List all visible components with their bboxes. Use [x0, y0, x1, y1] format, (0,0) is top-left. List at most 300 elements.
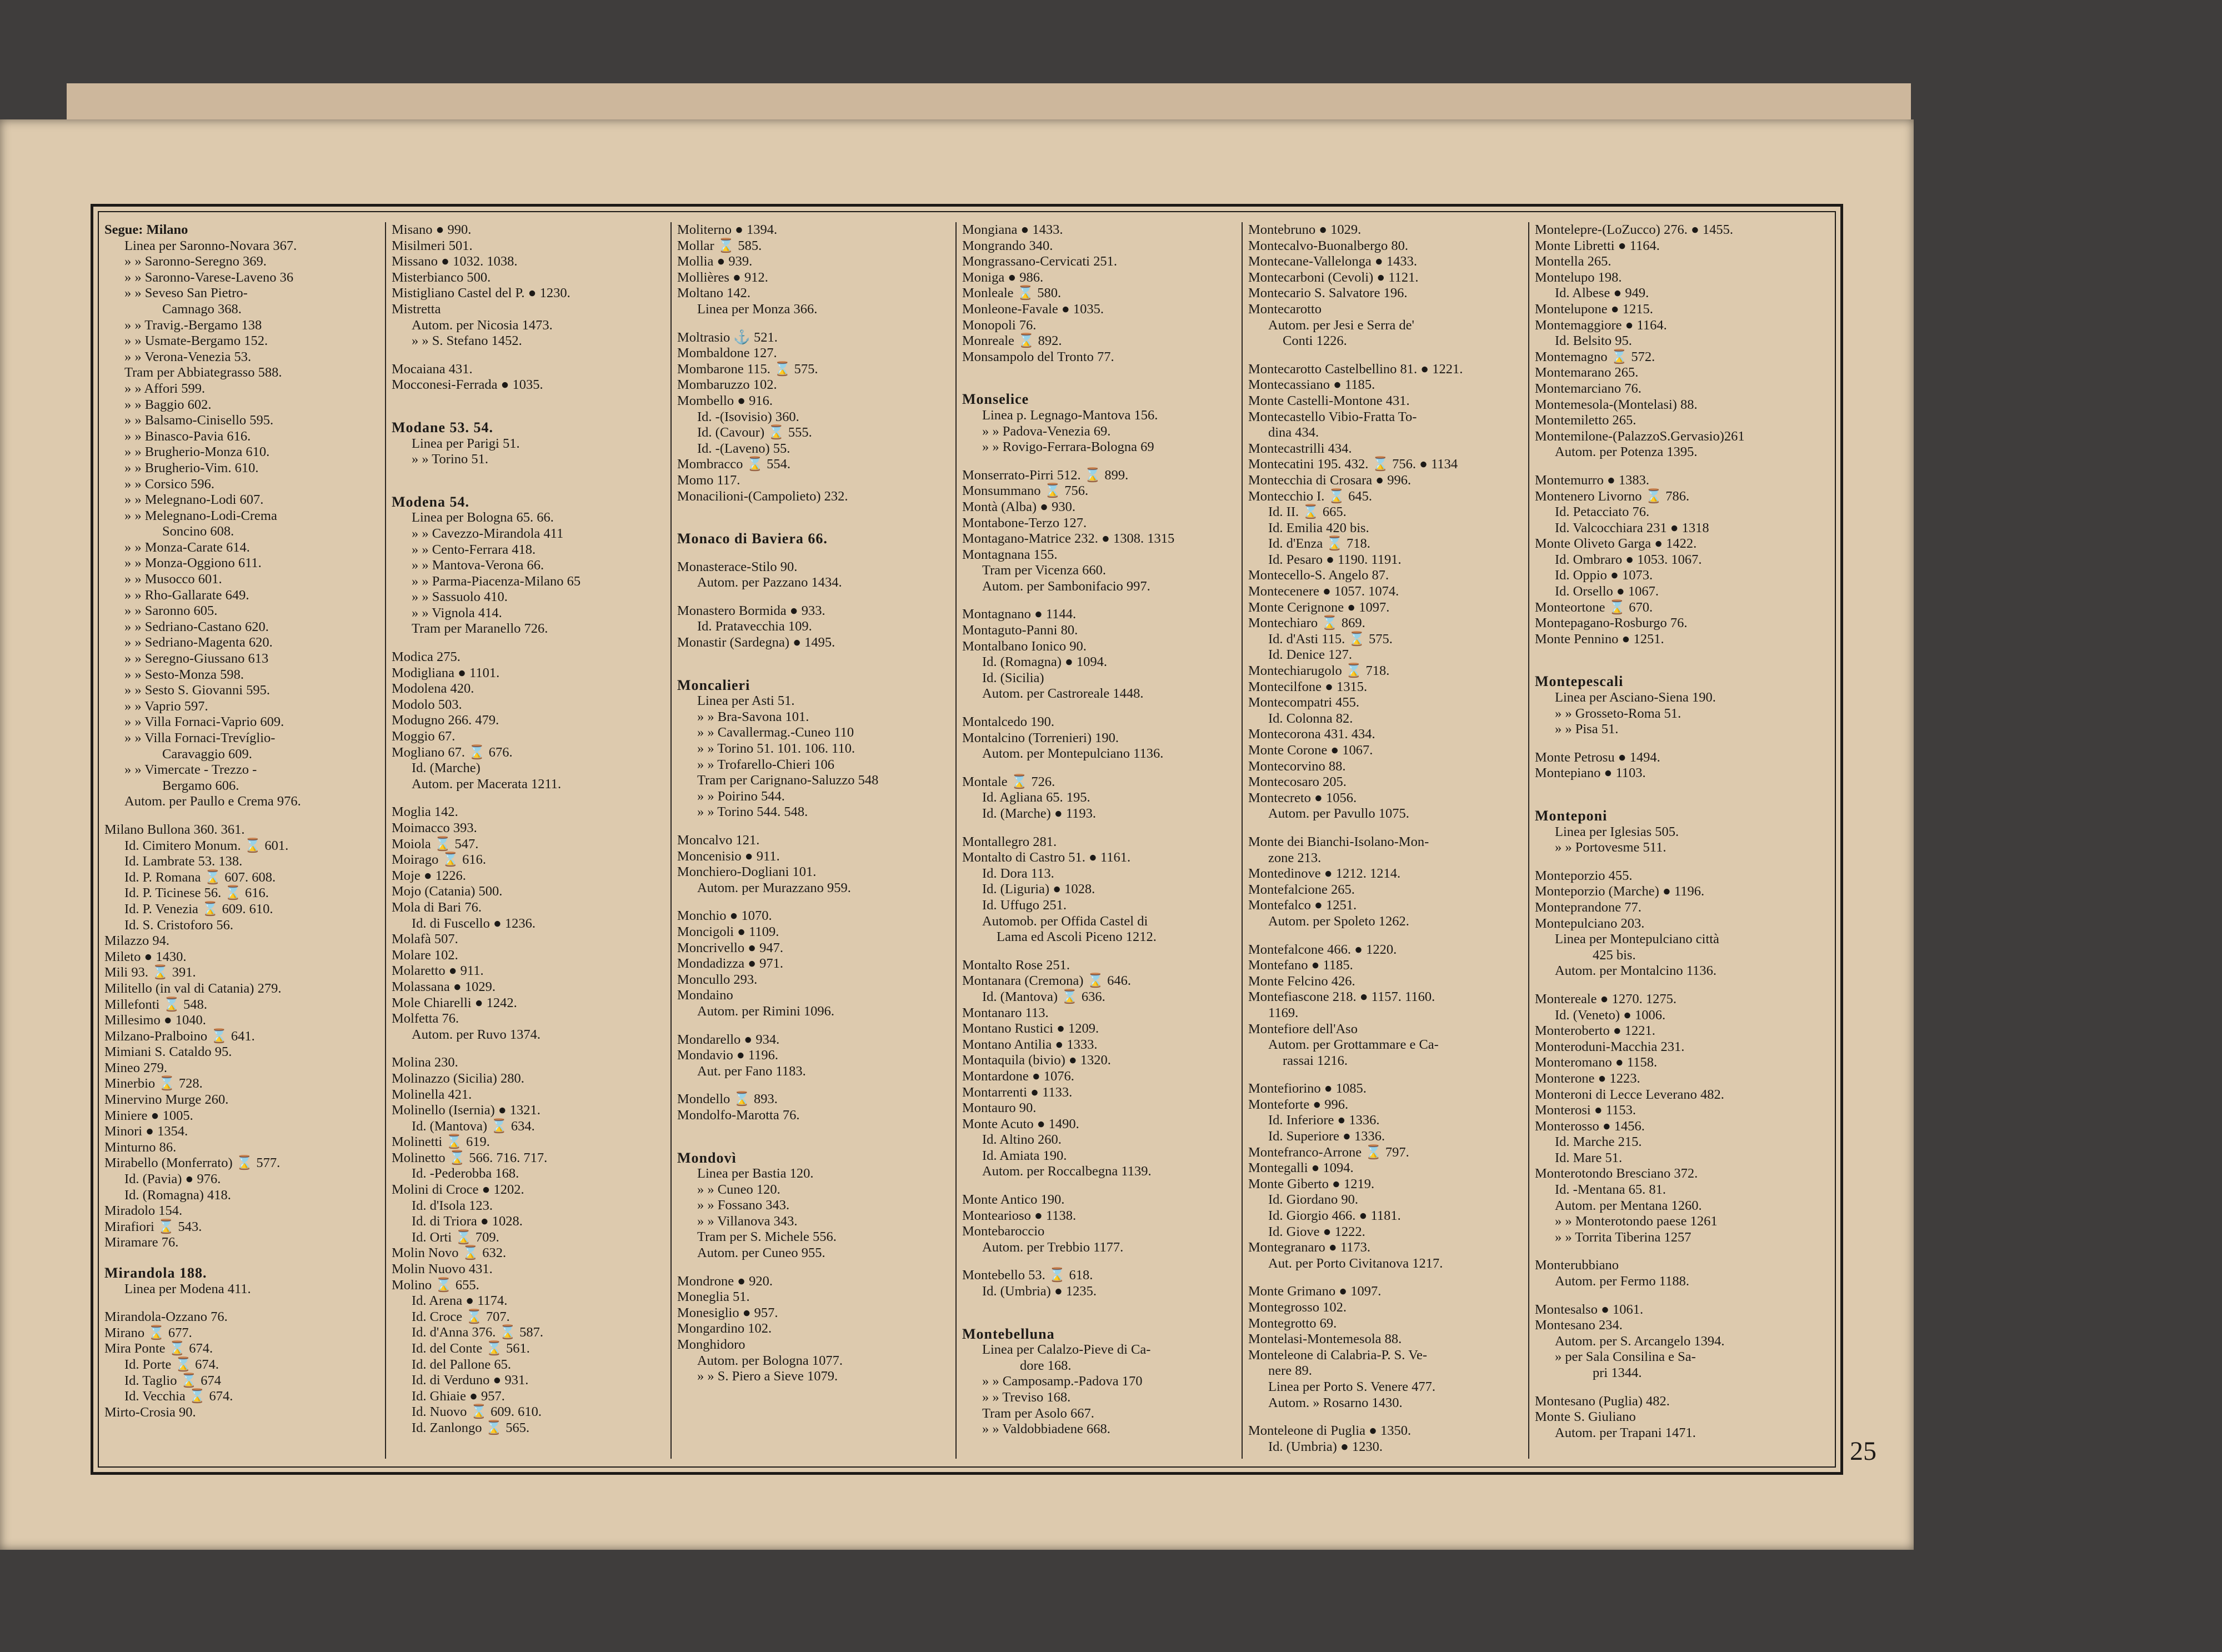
index-entry: Monteroni di Lecce Leverano 482. — [1535, 1087, 1724, 1102]
index-entry: Id. Uffugo 251. — [982, 897, 1067, 913]
index-entry: » » Vaprio 597. — [124, 698, 208, 714]
index-entry: Tram per S. Michele 556. — [697, 1229, 837, 1245]
index-entry: Montenero Livorno ⌛ 786. — [1535, 488, 1690, 504]
index-entry: Millesimo ● 1040. — [104, 1013, 206, 1028]
index-entry: Mongardino 102. — [677, 1321, 772, 1336]
index-entry: Mongrassano-Cervicati 251. — [962, 254, 1117, 269]
index-entry: Montecario S. Salvatore 196. — [1248, 286, 1408, 301]
index-entry: Monteleone di Calabria-P. S. Ve- — [1248, 1347, 1428, 1363]
index-entry: Montepiano ● 1103. — [1535, 765, 1646, 781]
index-entry: Autom. per Potenza 1395. — [1555, 444, 1698, 460]
index-entry: Montecorvino 88. — [1248, 758, 1346, 774]
index-entry: Id. (Veneto) ● 1006. — [1555, 1007, 1666, 1023]
index-entry: Montesano (Puglia) 482. — [1535, 1393, 1670, 1409]
index-entry: Montecarotto Castelbellino 81. ● 1221. — [1248, 361, 1463, 377]
index-entry: Tram per Carignano-Saluzzo 548 — [697, 773, 879, 788]
spacer — [962, 762, 1236, 774]
index-entry: » » Melegnano-Lodi-Crema — [124, 508, 277, 523]
index-entry: Linea per Asti 51. — [697, 693, 795, 709]
index-entry: » » Cavallermag.-Cuneo 110 — [697, 725, 854, 740]
index-entry: Montecorona 431. 434. — [1248, 727, 1375, 742]
index-entry: 425 bis. — [1593, 947, 1636, 963]
section-heading: Montebelluna — [962, 1325, 1055, 1342]
index-entry: Montelasi-Montemesola 88. — [1248, 1331, 1402, 1347]
index-entry: Montemiletto 265. — [1535, 413, 1637, 428]
index-entry: Montelupo 198. — [1535, 269, 1622, 285]
section-heading: Modena 54. — [392, 493, 469, 510]
index-entry: Minturno 86. — [104, 1139, 177, 1155]
index-entry: Modolo 503. — [392, 697, 462, 712]
index-entry: Montelepre-(LoZucco) 276. ● 1455. — [1535, 222, 1734, 237]
index-entry: Id. d'Asti 115. ⌛ 575. — [1268, 631, 1393, 647]
spacer — [677, 1020, 950, 1032]
index-entry: Monte Libretti ● 1164. — [1535, 238, 1660, 253]
index-entry: Montegalli ● 1094. — [1248, 1160, 1354, 1176]
index-entry: Montebaroccio — [962, 1224, 1045, 1239]
spacer — [392, 637, 665, 649]
index-entry: » » S. Piero a Sieve 1079. — [697, 1369, 838, 1384]
spacer — [1535, 794, 1826, 806]
index-entry: Mirano ⌛ 677. — [104, 1325, 192, 1340]
index-entry: Monserrato-Pirri 512. ⌛ 899. — [962, 467, 1129, 483]
spacer — [1535, 1245, 1826, 1258]
index-entry: Modica 275. — [392, 649, 461, 665]
index-entry: Id. P. Venezia ⌛ 609. 610. — [124, 901, 273, 917]
index-entry: Minerbio ⌛ 728. — [104, 1076, 203, 1092]
index-entry: Molin Nuovo 431. — [392, 1261, 493, 1277]
index-entry: Mongiana ● 1433. — [962, 222, 1063, 237]
index-entry: Id. Inferiore ● 1336. — [1268, 1113, 1380, 1128]
index-entry: Id. d'Isola 123. — [412, 1198, 493, 1213]
index-entry: Molinetti ⌛ 619. — [392, 1134, 490, 1150]
index-entry: » » S. Stefano 1452. — [412, 333, 522, 349]
index-column-1 — [99, 222, 385, 1459]
spacer — [1248, 349, 1523, 362]
index-entry: Minervino Murge 260. — [104, 1092, 229, 1108]
index-entry: Molinetto ⌛ 566. 716. 717. — [392, 1150, 548, 1165]
index-column-4 — [955, 222, 1242, 1459]
index-entry: Monte Grimano ● 1097. — [1248, 1284, 1382, 1299]
index-entry: Montano Rustici ● 1209. — [962, 1021, 1099, 1037]
index-entry: Mondadizza ● 971. — [677, 956, 784, 972]
index-column-3 — [670, 222, 955, 1459]
index-entry: Moimacco 393. — [392, 820, 477, 835]
index-entry: Mirabello (Monferrato) ⌛ 577. — [104, 1155, 281, 1171]
index-entry: Mondarello ● 934. — [677, 1032, 780, 1047]
index-entry: Monleone-Favale ● 1035. — [962, 301, 1104, 317]
index-entry: Linea per Bastia 120. — [697, 1166, 814, 1182]
index-entry: Mongrando 340. — [962, 238, 1053, 253]
index-entry: Montefiascone 218. ● 1157. 1160. — [1248, 989, 1435, 1005]
index-entry: Montecosaro 205. — [1248, 774, 1347, 790]
index-entry: Montegrotto 69. — [1248, 1315, 1337, 1331]
spacer — [1535, 782, 1826, 794]
index-entry: Monte Oliveto Garga ● 1422. — [1535, 536, 1697, 552]
index-entry: » » Binasco-Pavia 616. — [124, 428, 251, 444]
index-entry: Autom. per Paullo e Crema 976. — [124, 794, 301, 809]
index-entry: Moniga ● 986. — [962, 269, 1044, 285]
index-entry: Molfetta 76. — [392, 1011, 459, 1027]
index-entry: Id. Dora 113. — [982, 865, 1054, 881]
index-entry: Monteporzio (Marche) ● 1196. — [1535, 884, 1705, 899]
index-entry: Id. Valcocchiara 231 ● 1318 — [1555, 520, 1709, 535]
index-entry: Mirandola-Ozzano 76. — [104, 1309, 228, 1325]
index-entry: Autom. per Bologna 1077. — [697, 1353, 843, 1368]
index-entry: Id. P. Ticinese 56. ⌛ 616. — [124, 885, 269, 901]
index-entry: » » Sedriano-Castano 620. — [124, 619, 269, 634]
index-entry: Mistretta — [392, 301, 441, 317]
spacer — [677, 1124, 950, 1136]
index-entry: Autom. per S. Arcangelo 1394. — [1555, 1333, 1725, 1349]
spacer — [677, 651, 950, 663]
index-entry: » » Verona-Venezia 53. — [124, 349, 252, 364]
index-entry: » » Treviso 168. — [982, 1390, 1071, 1405]
index-entry: Montagnana 155. — [962, 547, 1058, 562]
index-entry: Autom. per Macerata 1211. — [412, 776, 562, 792]
index-entry: » » Sassuolo 410. — [412, 589, 508, 605]
spacer — [962, 365, 1236, 377]
index-entry: Montepagano-Rosburgo 76. — [1535, 615, 1688, 631]
index-entry: Moncullo 293. — [677, 972, 758, 987]
index-entry: » » Torrita Tiberina 1257 — [1555, 1229, 1691, 1245]
spacer — [1535, 738, 1826, 750]
index-entry: Militello (in val di Catania) 279. — [104, 980, 282, 996]
index-entry: Id. Orti ⌛ 709. — [412, 1229, 499, 1245]
index-entry: Id. Taglio ⌛ 674 — [124, 1373, 221, 1388]
spacer — [392, 792, 665, 804]
index-entry: Linea p. Legnago-Mantova 156. — [982, 407, 1158, 423]
index-entry: pri 1344. — [1593, 1365, 1642, 1380]
index-entry: Modolena 420. — [392, 681, 474, 697]
section-heading: Monselice — [962, 391, 1029, 408]
index-entry: Id. del Conte ⌛ 561. — [412, 1341, 530, 1356]
index-entry: Monte Corone ● 1067. — [1248, 743, 1373, 758]
index-entry: Molinella 421. — [392, 1087, 472, 1102]
index-entry: Autom. per Sambonifacio 997. — [982, 578, 1150, 594]
index-entry: » » Balsamo-Cinisello 595. — [124, 413, 274, 428]
index-entry: Autom. per Nicosia 1473. — [412, 317, 553, 333]
index-entry: Montabone-Terzo 127. — [962, 515, 1087, 530]
index-entry: Mombaruzzo 102. — [677, 377, 777, 393]
index-entry: Montefranco-Arrone ⌛ 797. — [1248, 1144, 1409, 1160]
index-entry: Montedinove ● 1212. 1214. — [1248, 866, 1401, 882]
index-entry: Autom. per Ruvo 1374. — [412, 1027, 541, 1042]
index-entry: Id. Superiore ● 1336. — [1268, 1129, 1385, 1144]
index-entry: Miramare 76. — [104, 1235, 179, 1250]
index-entry: Montanara (Cremona) ⌛ 646. — [962, 973, 1132, 989]
index-entry: Molafà 507. — [392, 932, 458, 947]
index-entry: Monte Cerignone ● 1097. — [1248, 599, 1390, 615]
index-entry: » » Trofarello-Chieri 106 — [697, 757, 835, 772]
index-entry: Montallegro 281. — [962, 834, 1057, 849]
index-entry: Miniere ● 1005. — [104, 1108, 193, 1123]
index-entry: Montecarotto — [1248, 301, 1322, 317]
index-entry: Minori ● 1354. — [104, 1124, 188, 1139]
index-entry: Id. Giordano 90. — [1268, 1192, 1358, 1208]
index-entry: Id. Porte ⌛ 674. — [124, 1356, 219, 1372]
index-entry: » » Camposamp.-Padova 170 — [982, 1374, 1143, 1389]
index-entry: Montecilfone ● 1315. — [1248, 679, 1368, 694]
index-entry: Id. Denice 127. — [1268, 647, 1353, 663]
index-entry: Id. del Pallone 65. — [412, 1356, 511, 1372]
index-entry: Monacilioni-(Campolieto) 232. — [677, 488, 848, 504]
index-entry: » » Villa Fornaci-Trevíglio- — [124, 730, 276, 745]
index-entry: Id. Albese ● 949. — [1555, 286, 1649, 301]
index-entry: Id. Nuovo ⌛ 609. 610. — [412, 1404, 542, 1420]
index-entry: Monte Felcino 426. — [1248, 973, 1355, 989]
spacer — [962, 455, 1236, 468]
page-edge — [67, 83, 1911, 124]
index-entry: Id. (Cavour) ⌛ 555. — [697, 425, 812, 440]
index-entry: » » Seveso San Pietro- — [124, 286, 248, 301]
index-entry: Id. Mare 51. — [1555, 1150, 1623, 1165]
spacer — [392, 480, 665, 492]
index-entry: Montalbano Ionico 90. — [962, 638, 1087, 654]
index-entry: » » Baggio 602. — [124, 397, 212, 412]
index-entry: Aut. per Porto Civitanova 1217. — [1268, 1255, 1443, 1271]
index-entry: Mocaiana 431. — [392, 361, 473, 377]
index-entry: Monesiglio ● 957. — [677, 1305, 778, 1320]
index-entry: Moltano 142. — [677, 286, 751, 301]
index-entry: Montefiore dell'Aso — [1248, 1021, 1358, 1037]
index-entry: Monterubbiano — [1535, 1258, 1619, 1273]
index-entry: Monte dei Bianchi-Isolano-Mon- — [1248, 834, 1429, 849]
index-entry: Monastir (Sardegna) ● 1495. — [677, 635, 835, 650]
index-column-5 — [1242, 222, 1528, 1459]
index-entry: Montardone ● 1076. — [962, 1068, 1074, 1084]
index-entry: Id. (Mantova) ⌛ 636. — [982, 989, 1105, 1004]
index-entry: » » Affori 599. — [124, 381, 206, 396]
index-entry: Autom. per Murazzano 959. — [697, 880, 851, 895]
index-entry: nere 89. — [1268, 1363, 1312, 1379]
index-entry: Linea per Bologna 65. 66. — [412, 510, 554, 525]
spacer — [392, 468, 665, 480]
index-entry: Autom. per Rimini 1096. — [697, 1003, 835, 1019]
index-entry: » » Grosseto-Roma 51. — [1555, 705, 1681, 721]
index-entry: Monastero Bormida ● 933. — [677, 603, 825, 618]
spacer — [1535, 659, 1826, 672]
section-heading: Montepescali — [1535, 673, 1624, 690]
index-entry: Mondello ⌛ 893. — [677, 1092, 778, 1107]
index-entry: Id. (Marche) — [412, 760, 481, 776]
index-entry: Monghidoro — [677, 1337, 745, 1353]
index-entry: Montecenere ● 1057. 1074. — [1248, 584, 1399, 599]
index-entry: Montesano 234. — [1535, 1318, 1623, 1333]
index-entry: Lama ed Ascoli Piceno 1212. — [997, 929, 1157, 945]
index-entry: Montechiarugolo ⌛ 718. — [1248, 663, 1390, 679]
index-entry: Id. Colonna 82. — [1268, 710, 1353, 726]
index-entry: » » Usmate-Bergamo 152. — [124, 333, 268, 349]
index-entry: Monterone ● 1223. — [1535, 1070, 1640, 1086]
spacer — [1535, 856, 1826, 868]
index-entry: » » Vignola 414. — [412, 605, 502, 620]
index-entry: Modugno 266. 479. — [392, 713, 499, 728]
index-entry: Monteroberto ● 1221. — [1535, 1023, 1655, 1039]
index-entry: Mombello ● 916. — [677, 393, 773, 408]
index-entry: Moncigoli ● 1109. — [677, 924, 779, 939]
index-entry: Montanaro 113. — [962, 1005, 1049, 1020]
index-entry: Id. di Verduno ● 931. — [412, 1373, 529, 1388]
spacer — [392, 349, 665, 362]
index-entry: Mistigliano Castel del P. ● 1230. — [392, 286, 570, 301]
index-entry: Mogliano 67. ⌛ 676. — [392, 744, 513, 760]
index-entry: Mira Ponte ⌛ 674. — [104, 1341, 213, 1356]
index-entry: Autom. per Mentana 1260. — [1555, 1198, 1702, 1213]
spacer — [1248, 1069, 1523, 1081]
index-entry: » » Cuneo 120. — [697, 1182, 780, 1197]
index-entry: Monte Petrosu ● 1494. — [1535, 749, 1660, 765]
index-entry: Moncenisio ● 911. — [677, 848, 780, 864]
index-entry: Linea per Asciano-Siena 190. — [1555, 690, 1716, 705]
index-entry: zone 213. — [1268, 850, 1322, 865]
index-entry: Linea per Saronno-Novara 367. — [124, 238, 297, 253]
index-entry: Id. Agliana 65. 195. — [982, 790, 1090, 805]
index-entry: Montefiorino ● 1085. — [1248, 1081, 1367, 1097]
index-entry: Montefano ● 1185. — [1248, 958, 1353, 973]
index-entry: » » Brugherio-Monza 610. — [124, 444, 270, 460]
index-entry: » » Saronno-Varese-Laveno 36 — [124, 269, 294, 285]
index-entry: Mirafiori ⌛ 543. — [104, 1219, 202, 1234]
index-entry: Linea per Parigi 51. — [412, 435, 520, 451]
index-entry: Linea per Modena 411. — [124, 1281, 251, 1296]
index-entry: » » Monza-Carate 614. — [124, 539, 250, 555]
index-entry: dina 434. — [1268, 425, 1319, 440]
index-entry: Id. -(Laveno) 55. — [697, 440, 790, 456]
index-entry: » » Padova-Venezia 69. — [982, 423, 1111, 439]
index-entry: Montemaggiore ● 1164. — [1535, 317, 1667, 333]
spacer — [1535, 647, 1826, 659]
index-entry: Molin Novo ⌛ 632. — [392, 1245, 507, 1261]
index-entry: » » Cento-Ferrara 418. — [412, 542, 536, 557]
index-entry: Id. d'Enza ⌛ 718. — [1268, 536, 1370, 552]
index-entry: Montagnano ● 1144. — [962, 607, 1077, 622]
index-entry: Linea per Iglesias 505. — [1555, 824, 1679, 839]
index-entry: Monsampolo del Tronto 77. — [962, 349, 1114, 364]
index-entry: Monopoli 76. — [962, 317, 1037, 333]
index-entry: Montegranaro ● 1173. — [1248, 1240, 1371, 1255]
index-entry: Montepulciano 203. — [1535, 915, 1645, 931]
index-entry: Molina 230. — [392, 1055, 458, 1070]
spacer — [1248, 822, 1523, 834]
index-entry: Id. Orsello ● 1067. — [1555, 584, 1659, 599]
index-entry: Mondavio ● 1196. — [677, 1048, 778, 1063]
index-entry: » » Portovesme 511. — [1555, 840, 1666, 855]
index-entry: » » Villa Fornaci-Vaprio 609. — [124, 714, 284, 730]
index-entry: Autom. per Montepulciano 1136. — [982, 746, 1164, 762]
index-entry: Tram per Asolo 667. — [982, 1405, 1094, 1421]
index-entry: » » Rovigo-Ferrara-Bologna 69 — [982, 439, 1154, 455]
index-entry: Id. (Liguria) ● 1028. — [982, 882, 1095, 897]
spacer — [677, 896, 950, 908]
index-frame — [91, 204, 1843, 1475]
section-heading: Monaco di Baviera 66. — [677, 530, 828, 547]
index-entry: Mili 93. ⌛ 391. — [104, 965, 196, 980]
index-entry: Monterosi ● 1153. — [1535, 1103, 1636, 1118]
index-entry: Id. Belsito 95. — [1555, 333, 1632, 349]
index-entry: » » Saronno-Seregno 369. — [124, 254, 267, 269]
index-entry: Montecarboni (Cevoli) ● 1121. — [1248, 269, 1419, 285]
index-entry: Id. di Fuscello ● 1236. — [412, 915, 536, 931]
spacer — [962, 1255, 1236, 1268]
spacer — [1248, 930, 1523, 942]
index-entry: Montegrosso 102. — [1248, 1300, 1347, 1315]
index-entry: Autom. per Spoleto 1262. — [1268, 913, 1409, 929]
index-entry: Milazzo 94. — [104, 933, 170, 949]
spacer — [962, 1312, 1236, 1324]
index-entry: Id. -Pederobba 168. — [412, 1166, 519, 1182]
index-entry: » » Torino 544. 548. — [697, 804, 808, 820]
index-entry: Monterosso ● 1456. — [1535, 1118, 1645, 1134]
index-entry: » » Sesto S. Giovanni 595. — [124, 683, 271, 698]
index-entry: Autom. per Trebbio 1177. — [982, 1239, 1124, 1255]
index-entry: Monte Antico 190. — [962, 1192, 1065, 1208]
index-entry: Id. Vecchia ⌛ 674. — [124, 1389, 233, 1404]
index-entry: Autom. per Cuneo 955. — [697, 1245, 825, 1261]
index-entry: Montalto Rose 251. — [962, 957, 1070, 973]
index-entry: Moncalvo 121. — [677, 833, 760, 848]
index-entry: Id. (Sicilia) — [982, 670, 1044, 685]
index-entry: Montebruno ● 1029. — [1248, 222, 1362, 237]
index-entry: » » Torino 51. 101. 106. 110. — [697, 741, 855, 757]
index-entry: Montella 265. — [1535, 254, 1612, 269]
index-entry: » » Monza-Oggiono 611. — [124, 555, 262, 571]
index-entry: » » Villanova 343. — [697, 1213, 798, 1229]
index-entry: Id. Altino 260. — [982, 1132, 1062, 1148]
index-entry: Id. Arena ● 1174. — [412, 1293, 508, 1309]
index-entry: Montearioso ● 1138. — [962, 1208, 1077, 1223]
index-entry: Mollar ⌛ 585. — [677, 238, 762, 253]
index-entry: Tram per Vicenza 660. — [982, 563, 1107, 578]
index-entry: Mollières ● 912. — [677, 269, 768, 285]
index-entry: Id. Pesaro ● 1190. 1191. — [1268, 552, 1402, 567]
section-heading: Moncalieri — [677, 677, 750, 693]
index-entry: Misterbianco 500. — [392, 269, 491, 285]
index-entry: » » Mantova-Verona 66. — [412, 558, 544, 573]
index-entry: Monchiero-Dogliani 101. — [677, 864, 817, 880]
index-entry: Montà (Alba) ● 930. — [962, 499, 1075, 514]
spacer — [677, 517, 950, 529]
index-entry: Id. Amiata 190. — [982, 1148, 1067, 1163]
index-entry: Id. Petacciato 76. — [1555, 504, 1650, 520]
index-entry: Autom. per Castroreale 1448. — [982, 686, 1144, 702]
index-entry: Id. Ombraro ● 1053. 1067. — [1555, 552, 1702, 567]
index-entry: » » Monterotondo paese 1261 — [1555, 1214, 1718, 1229]
index-entry: Segue: Milano — [104, 222, 188, 237]
index-entry: Moggio 67. — [392, 729, 456, 744]
index-entry: Montefalcone 466. ● 1220. — [1248, 942, 1397, 957]
index-entry: Montecompatri 455. — [1248, 695, 1360, 710]
index-entry: Molaretto ● 911. — [392, 963, 484, 979]
section-heading: Mirandola 188. — [104, 1265, 207, 1281]
index-entry: Moiola ⌛ 547. — [392, 836, 479, 852]
index-entry: Mimiani S. Cataldo 95. — [104, 1044, 232, 1060]
index-entry: Mola di Bari 76. — [392, 899, 482, 915]
index-entry: Monte S. Giuliano — [1535, 1409, 1636, 1425]
index-entry: Mocconesi-Ferrada ● 1035. — [392, 377, 543, 393]
index-frame-inner — [98, 211, 1836, 1468]
index-entry: Id. (Pavia) ● 976. — [124, 1172, 221, 1187]
index-entry: Mojo (Catania) 500. — [392, 884, 503, 899]
index-entry: Autom. per Jesi e Serra de' — [1268, 317, 1414, 333]
index-entry: Monte Pennino ● 1251. — [1535, 631, 1664, 647]
index-entry: Id. (Umbria) ● 1235. — [982, 1284, 1097, 1299]
index-entry: Aut. per Fano 1183. — [697, 1063, 806, 1079]
index-entry: Montefalcione 265. — [1248, 882, 1355, 897]
section-heading: Mondovì — [677, 1149, 737, 1166]
index-entry: Molare 102. — [392, 947, 458, 963]
timetable-page — [0, 119, 1914, 1550]
index-entry: Moncrivello ● 947. — [677, 940, 784, 955]
